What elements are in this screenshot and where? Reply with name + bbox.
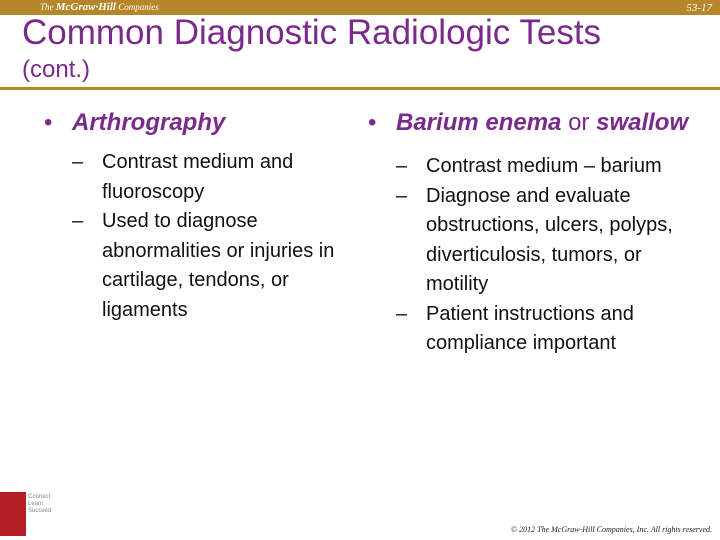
dash-icon: –	[396, 184, 408, 207]
list-item	[368, 182, 708, 300]
right-column	[368, 108, 708, 359]
sub-list	[368, 152, 708, 359]
item-text: Contrast medium – barium	[426, 155, 662, 177]
heading-connector: or	[568, 109, 590, 136]
brand-prefix: The	[40, 2, 54, 12]
heading-text: Barium enema	[396, 109, 562, 136]
dash-icon: –	[72, 210, 84, 232]
mcgraw-hill-logo-icon	[0, 492, 26, 536]
item-text: Used to diagnose abnormalities or injuries in cartilage, tendons, or ligaments	[102, 210, 335, 321]
dash-icon: –	[396, 302, 408, 325]
list-item	[368, 300, 708, 359]
item-text: Patient instructions and compliance important	[426, 302, 634, 354]
slide-title: Common Diagnostic Radiologic Tests	[22, 13, 602, 52]
dash-icon: –	[396, 155, 408, 177]
list-item	[44, 148, 344, 207]
copyright-notice: © 2012 The McGraw-Hill Companies, Inc. All rights reserved.	[511, 525, 712, 534]
bullet-heading-arthrography	[44, 108, 344, 138]
dash-icon: –	[72, 151, 84, 173]
bullet-heading-barium	[368, 108, 708, 138]
bullet-icon: •	[44, 109, 53, 136]
heading-text: Arthrography	[72, 109, 226, 136]
logo-tagline: Connect Learn Succeed	[28, 494, 52, 514]
bullet-icon: •	[368, 109, 377, 136]
sub-list	[44, 148, 344, 325]
item-text: Contrast medium and fluoroscopy	[102, 151, 294, 203]
title-divider	[0, 87, 720, 90]
brand-name: McGraw·Hill	[55, 1, 116, 13]
slide-subtitle: (cont.)	[22, 56, 91, 83]
item-text: Diagnose and evaluate obstructions, ulcers, polyps, diverticulosis, tumors, or motility	[426, 184, 673, 295]
list-item	[44, 207, 344, 325]
brand-suffix: Companies	[118, 2, 159, 12]
left-column	[44, 108, 344, 325]
heading-tail: swallow	[596, 109, 689, 136]
slide-number: 53-17	[686, 2, 712, 14]
list-item	[368, 152, 708, 182]
